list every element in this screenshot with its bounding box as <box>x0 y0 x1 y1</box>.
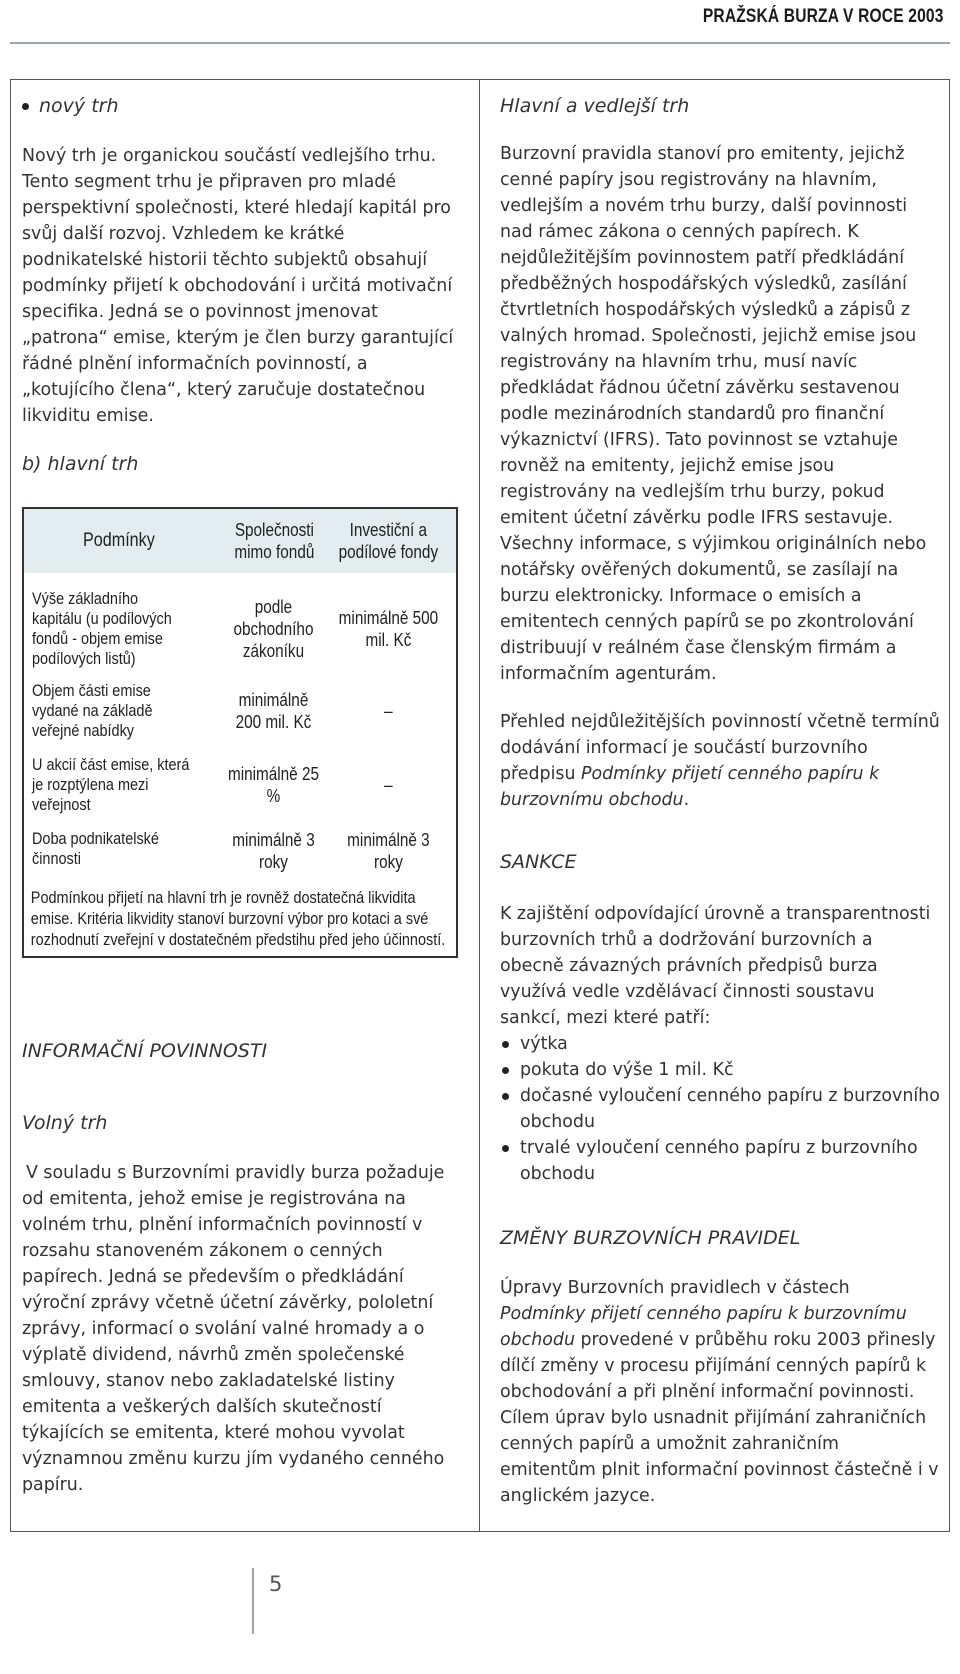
table-cell-companies: podle obchodního zákoníku <box>233 597 314 661</box>
prehled-paragraph <box>500 709 940 813</box>
hlavni-trh-heading: b) hlavní trh <box>22 453 139 475</box>
novy-trh-paragraph: Nový trh je organickou součástí vedlejšího trhu. Tento segment trhu je připraven pro mladé perspektivní společnosti, které hledají kapitál pro svůj další rozvoj. Vzhledem ke krátké podnikatelské historii těchto subjektů obsahují podmínky přijetí k obchodování i určitá motivační specifika. Jedná se o povinnost jmenovat „patrona“ emise, kterým je člen burzy garantující řádné plnění informačních povinností, a „kotujícího člena“, který zaručuje dostatečnou likviditu emise. <box>22 146 454 426</box>
zmeny-emphasis: Podmínky přijetí cenného papíru k burzovnímu obchodu <box>500 1304 907 1350</box>
hlavni-vedlejsi-paragraph: Burzovní pravidla stanoví pro emitenty, jejichž cenné papíry jsou registrovány na hlavním, vedlejším a novém trhu burzy, další povinnosti nad rámec zákona o cenných papírech. K nejdůležitějším povinnostem patří předkládání předběžných hospodářských výsledků, zasílání čtvrtletních hospodářských výsledků a zápisů z valných hromad. Společnosti, jejichž emise jsou registrovány na hlavním trhu, musí navíc předkládat řádnou účetní závěrku sestavenou podle mezinárodních standardů pro finanční výkaznictví (IFRS). Tato povinnost se vztahuje rovněž na emitenty, jejichž emise jsou registrovány na vedlejším trhu burzy, pokud emitent účetní závěrku podle IFRS sestavuje. Všechny informace, s výjimkou originálních nebo notářsky ověřených dokumentů, se zasílají na burzu elektronicky. Informace o emisích a emitentech cenných papírů se po zkontrolování distribuují v reálném čase členským firmám a informačním agenturám. <box>500 144 927 684</box>
hlavni-vedlejsi-heading: Hlavní a vedlejší trh <box>500 95 690 117</box>
table-header-conditions: Podmínky <box>83 530 155 551</box>
sankce-paragraph: K zajištění odpovídající úrovně a transparentnosti burzovních trhů a dodržování burzovních a obecně závazných právních předpisů burza využívá vedle vzdělávací činnosti soustavu sankcí, mezi které patří: <box>500 904 931 1028</box>
zmeny-text: Úpravy Burzovních pravidlech v částech <box>500 1278 850 1298</box>
table-cell-companies: minimálně 25 % <box>228 764 320 806</box>
prehled-text: Přehled nejdůležitějších povinností včetně termínů dodávání informací je součástí burzovního předpisu <box>500 712 940 784</box>
table-header-funds: Investiční a podílové fondy <box>338 520 439 562</box>
table-note: Podmínkou přijetí na hlavní trh je rovněž dostatečná likvidita emise. Kritéria likvidity stanoví burzovní výbor pro kotaci a své rozhodnutí zveřejní v dostatečném předstihu před jeho účinností. <box>30 888 446 949</box>
list-item: pokuta do výše 1 mil. Kč <box>500 1057 940 1083</box>
table-cell-companies: minimálně 200 mil. Kč <box>235 690 312 732</box>
sankce-heading: SANKCE <box>500 851 577 873</box>
volny-trh-heading: Volný trh <box>22 1112 108 1134</box>
bullet-icon <box>22 103 29 110</box>
list-item: dočasné vyloučení cenného papíru z burzovního obchodu <box>500 1083 940 1135</box>
table-row <box>24 681 456 741</box>
right-column <box>500 95 940 1509</box>
header-rule <box>10 42 950 44</box>
list-item: trvalé vyloučení cenného papíru z burzovního obchodu <box>500 1135 940 1187</box>
table-cell-funds: minimálně 3 roky <box>347 830 430 872</box>
table-cell-funds: – <box>384 701 393 721</box>
table-row <box>24 755 456 815</box>
left-column <box>22 95 462 1498</box>
novy-trh-heading-text: nový trh <box>39 95 119 117</box>
table-cell-funds: minimálně 500 mil. Kč <box>338 608 439 650</box>
table-cell-condition: Objem části emise vydané na základě veřejné nabídky <box>32 681 153 740</box>
table-row <box>24 589 456 669</box>
zmeny-text-end: provedené v průběhu roku 2003 přinesly dílčí změny v procesu přijímání cenných papírů k obchodování a při plnění informační povinnosti. Cílem úprav bylo usnadnit přijímání zahraničních cenných papírů a umožnit zahraničním emitentům plnit informační povinnost částečně i v anglickém jazyce. <box>500 1330 939 1506</box>
page-number: 5 <box>269 1572 283 1596</box>
table-cell-condition: Výše základního kapitálu (u podílových fondů - objem emise podílových listů) <box>32 589 172 668</box>
table-cell-companies: minimálně 3 roky <box>232 830 315 872</box>
list-item: výtka <box>500 1031 940 1057</box>
info-povinnosti-heading: INFORMAČNÍ POVINNOSTI <box>22 1040 268 1062</box>
column-divider <box>479 80 480 1532</box>
zmeny-heading: ZMĚNY BURZOVNÍCH PRAVIDEL <box>500 1227 801 1249</box>
zmeny-paragraph <box>500 1275 940 1509</box>
running-header: PRAŽSKÁ BURZA V ROCE 2003 <box>703 6 944 27</box>
table-row <box>24 829 456 873</box>
table-cell-condition: U akcií část emise, která je rozptýlena mezi veřejnost <box>32 755 190 814</box>
novy-trh-heading <box>22 93 462 119</box>
sankce-list <box>500 1031 940 1187</box>
page-number-rule <box>252 1568 254 1634</box>
table-header-companies: Společnosti mimo fondů <box>233 520 314 562</box>
conditions-table <box>22 507 458 958</box>
volny-trh-paragraph: V souladu s Burzovními pravidly burza požaduje od emitenta, jehož emise je registrována na volném trhu, plnění informačních povinností v rozsahu stanoveném zákonem o cenných papírech. Jedná se především o předkládání výroční zprávy včetně účetní závěrky, pololetní zprávy, informací o svolání valné hromady a o výplatě dividend, návrhů změn společenské smlouvy, stanov nebo zakladatelské listiny emitenta a veškerých dalších skutečností týkajících se emitenta, které mohou vyvolat významnou změnu kurzu jím vydaného cenného papíru. <box>22 1163 445 1495</box>
table-header-row <box>24 509 456 573</box>
table-cell-funds: – <box>384 775 393 795</box>
table-cell-condition: Doba podnikatelské činnosti <box>32 829 159 868</box>
prehled-emphasis: Podmínky přijetí cenného papíru k burzovnímu obchodu <box>500 764 880 810</box>
prehled-text-end: . <box>683 790 690 810</box>
